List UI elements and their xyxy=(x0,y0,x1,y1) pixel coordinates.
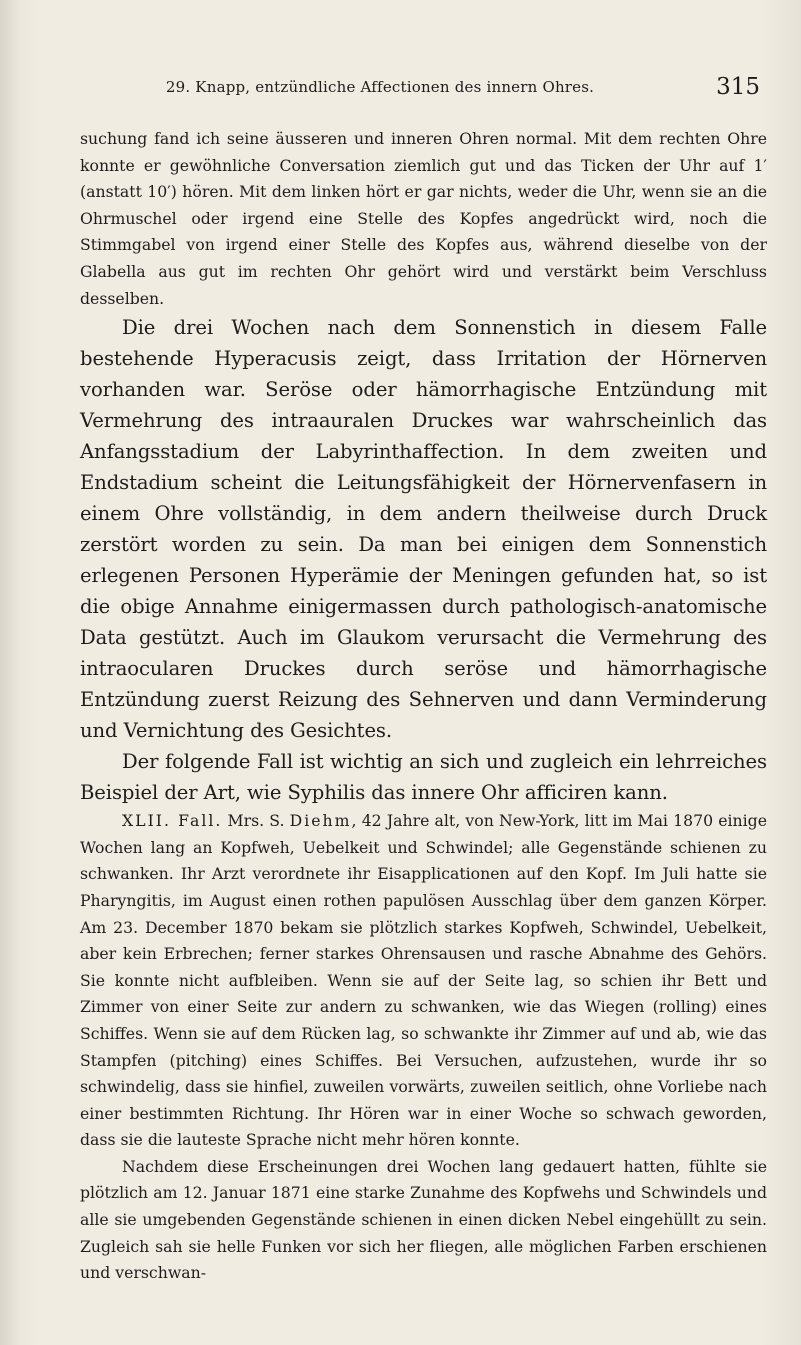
case-label: XLII. Fall. xyxy=(122,811,223,831)
paragraph-syphilis-intro: Der folgende Fall ist wichtig an sich und zugleich ein lehrreiches Beispiel der Art, wie Syphilis das innere Ohr afficiren kann. xyxy=(80,750,767,805)
page-header xyxy=(80,74,760,108)
paragraph-hyperacusis-discussion: Die drei Wochen nach dem Sonnenstich in diesem Falle bestehende Hyperacusis zeigt, dass Irritation der Hörnerven vorhanden war. Seröse oder hämorrhagische Entzündung mit Vermehrung des intraauralen Druckes war wahrscheinlich das Anfangsstadium der Labyrinthaffection. In dem zweiten und Endstadium scheint die Leitungsfähigkeit der Hörnervenfasern in einem Ohre vollständig, in dem andern theilweise durch Druck zerstört worden zu sein. Da man bei einigen dem Sonnenstich erlegenen Personen Hyperämie der Meningen gefunden hat, so ist die obige Annahme einigermassen durch pathologisch-anatomische Data gestützt. Auch im Glaukom verursacht die Vermehrung des intraocularen Druckes durch seröse und hämorrhagische Entzündung zuerst Reizung des Sehnerven und dann Verminderung und Vernichtung des Gesichtes. xyxy=(80,316,767,743)
case-report-xlii xyxy=(80,808,767,1154)
page-number: 315 xyxy=(716,74,760,100)
paragraph-case-continuation: Nachdem diese Erscheinungen drei Wochen lang gedauert hatten, fühlte sie plötzlich am 12. Januar 1871 eine starke Zunahme des Kopfwehs und Schwindels und alle sie umgebenden Gegenstände schienen in einen dicken Nebel eingehüllt zu sein. Zugleich sah sie helle Funken vor sich her fliegen, alle möglichen Farben erschienen und verschwan- xyxy=(80,1156,767,1283)
running-head: 29. Knapp, entzündliche Affectionen des innern Ohres. xyxy=(165,78,595,96)
body-text xyxy=(80,126,767,1287)
case-report-text: , 42 Jahre alt, von New-York, litt im Mai 1870 einige Wochen lang an Kopfweh, Uebelkeit und Schwindel; alle Gegenstände schienen zu schwanken. Ihr Arzt verordnete ihr Eisapplicationen auf den Kopf. Im Juli hatte sie Pharyngitis, im August einen rothen papulösen Ausschlag über dem ganzen Körper. Am 23. December 1870 bekam sie plötzlich starkes Kopfweh, Schwindel, Uebelkeit, aber kein Erbrechen; ferner starkes Ohrensausen und rasche Abnahme des Gehörs. Sie konnte nicht aufbleiben. Wenn sie auf der Seite lag, so schien ihr Bett und Zimmer von einer Seite zur andern zu schwanken, wie das Wiegen (rolling) eines Schiffes. Wenn sie auf dem Rücken lag, so schwankte ihr Zimmer auf und ab, wie das Stampfen (pitching) eines Schiffes. Bei Versuchen, aufzustehen, wurde ihr so schwindelig, dass sie hinfiel, zuweilen vorwärts, zuweilen seitlich, ohne Vorliebe nach einer bestimmten Richtung. Ihr Hören war in einer Woche so schwach geworden, dass sie die lauteste Sprache nicht mehr hören konnte. xyxy=(80,811,767,1150)
case-patient-prefix: Mrs. S. xyxy=(222,811,290,831)
case-patient-name: Diehm xyxy=(289,811,352,831)
paragraph-continuation: suchung fand ich seine äusseren und inneren Ohren normal. Mit dem rechten Ohre konnte er gewöhnliche Conversation ziemlich gut und das Ticken der Uhr auf 1′ (anstatt 10′) hören. Mit dem linken hört er gar nichts, weder die Uhr, wenn sie an die Ohrmuschel oder irgend eine Stelle des Kopfes angedrückt wird, noch die Stimmgabel von irgend einer Stelle des Kopfes aus, während dieselbe von der Glabella aus gut im rechten Ohr gehört wird und verstärkt beim Verschluss desselben. xyxy=(80,129,767,308)
